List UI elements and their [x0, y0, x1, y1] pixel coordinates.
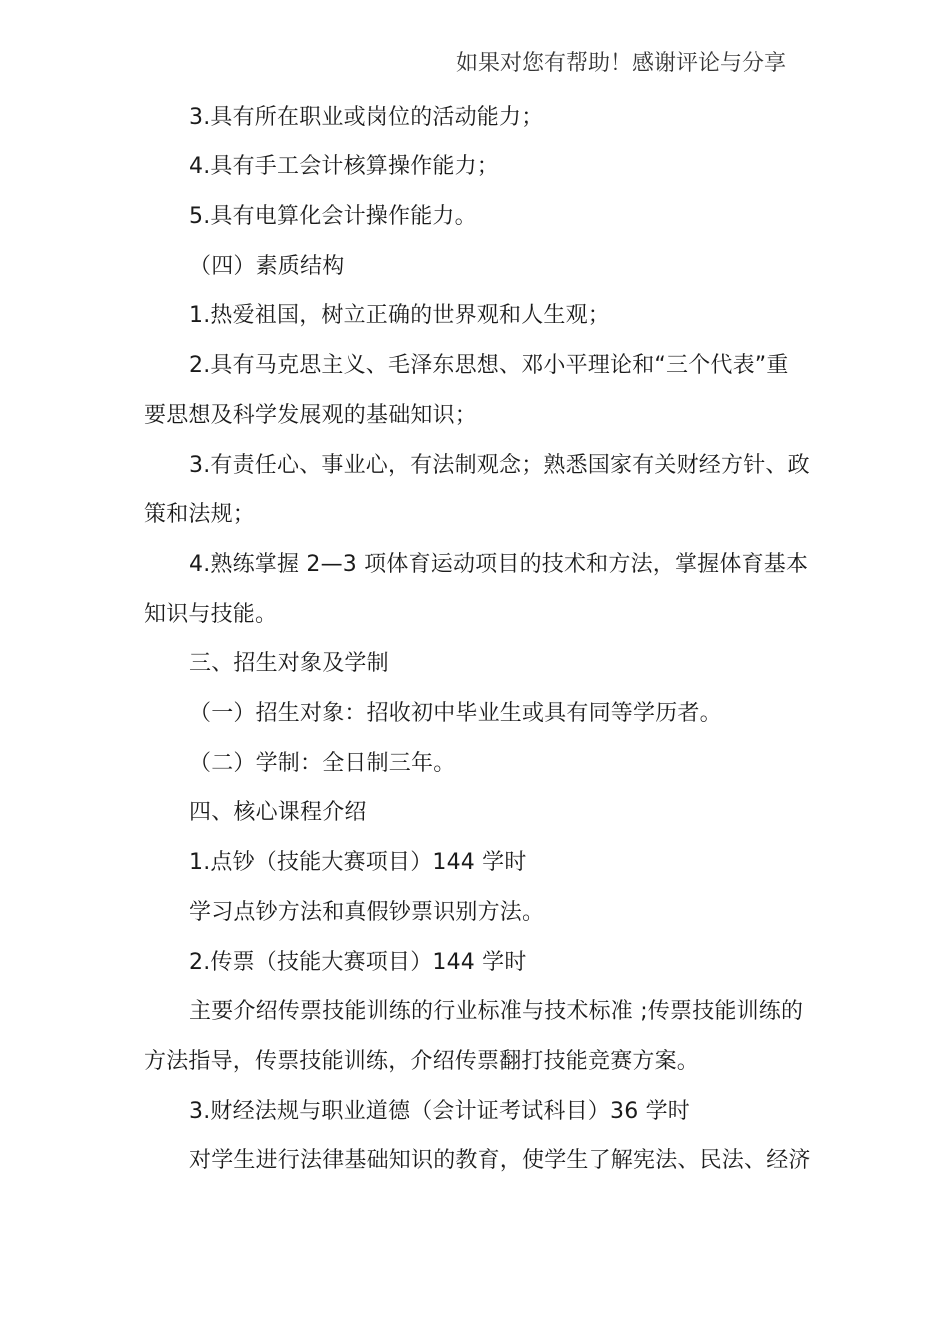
text-line: 5.具有电算化会计操作能力。 [189, 204, 477, 229]
text-line: 知识与技能。 [144, 602, 278, 627]
text-line: 4.具有手工会计核算操作能力； [189, 154, 499, 179]
text-line: （一）招生对象：招收初中毕业生或具有同等学历者。 [189, 701, 722, 726]
text-line: 策和法规； [144, 502, 256, 527]
text-line: 1.热爱祖国，树立正确的世界观和人生观； [189, 303, 610, 328]
section-heading: 四、核心课程介绍 [189, 800, 367, 825]
section-heading: （四）素质结构 [189, 254, 345, 279]
course-title: 2.传票（技能大赛项目）144 学时 [189, 950, 527, 975]
section-heading: 三、招生对象及学制 [189, 651, 389, 676]
header-note: 如果对您有帮助！感谢评论与分享 [456, 51, 787, 76]
course-title: 1.点钞（技能大赛项目）144 学时 [189, 850, 527, 875]
text-line: 4.熟练掌握 2—3 项体育运动项目的技术和方法，掌握体育基本 [189, 552, 809, 577]
text-line: 方法指导，传票技能训练，介绍传票翻打技能竞赛方案。 [144, 1049, 700, 1074]
text-line: 主要介绍传票技能训练的行业标准与技术标准 ;传票技能训练的 [189, 999, 804, 1024]
text-line: 2.具有马克思主义、毛泽东思想、邓小平理论和“三个代表”重 [189, 353, 789, 378]
text-line: 3.具有所在职业或岗位的活动能力； [189, 105, 544, 130]
text-line: 3.有责任心、事业心，有法制观念；熟悉国家有关财经方针、政 [189, 453, 810, 478]
text-line: 要思想及科学发展观的基础知识； [144, 403, 478, 428]
text-line: （二）学制：全日制三年。 [189, 751, 456, 776]
course-title: 3.财经法规与职业道德（会计证考试科目）36 学时 [189, 1099, 690, 1124]
text-line: 学习点钞方法和真假钞票识别方法。 [189, 900, 545, 925]
text-line: 对学生进行法律基础知识的教育，使学生了解宪法、民法、经济 [189, 1148, 811, 1173]
